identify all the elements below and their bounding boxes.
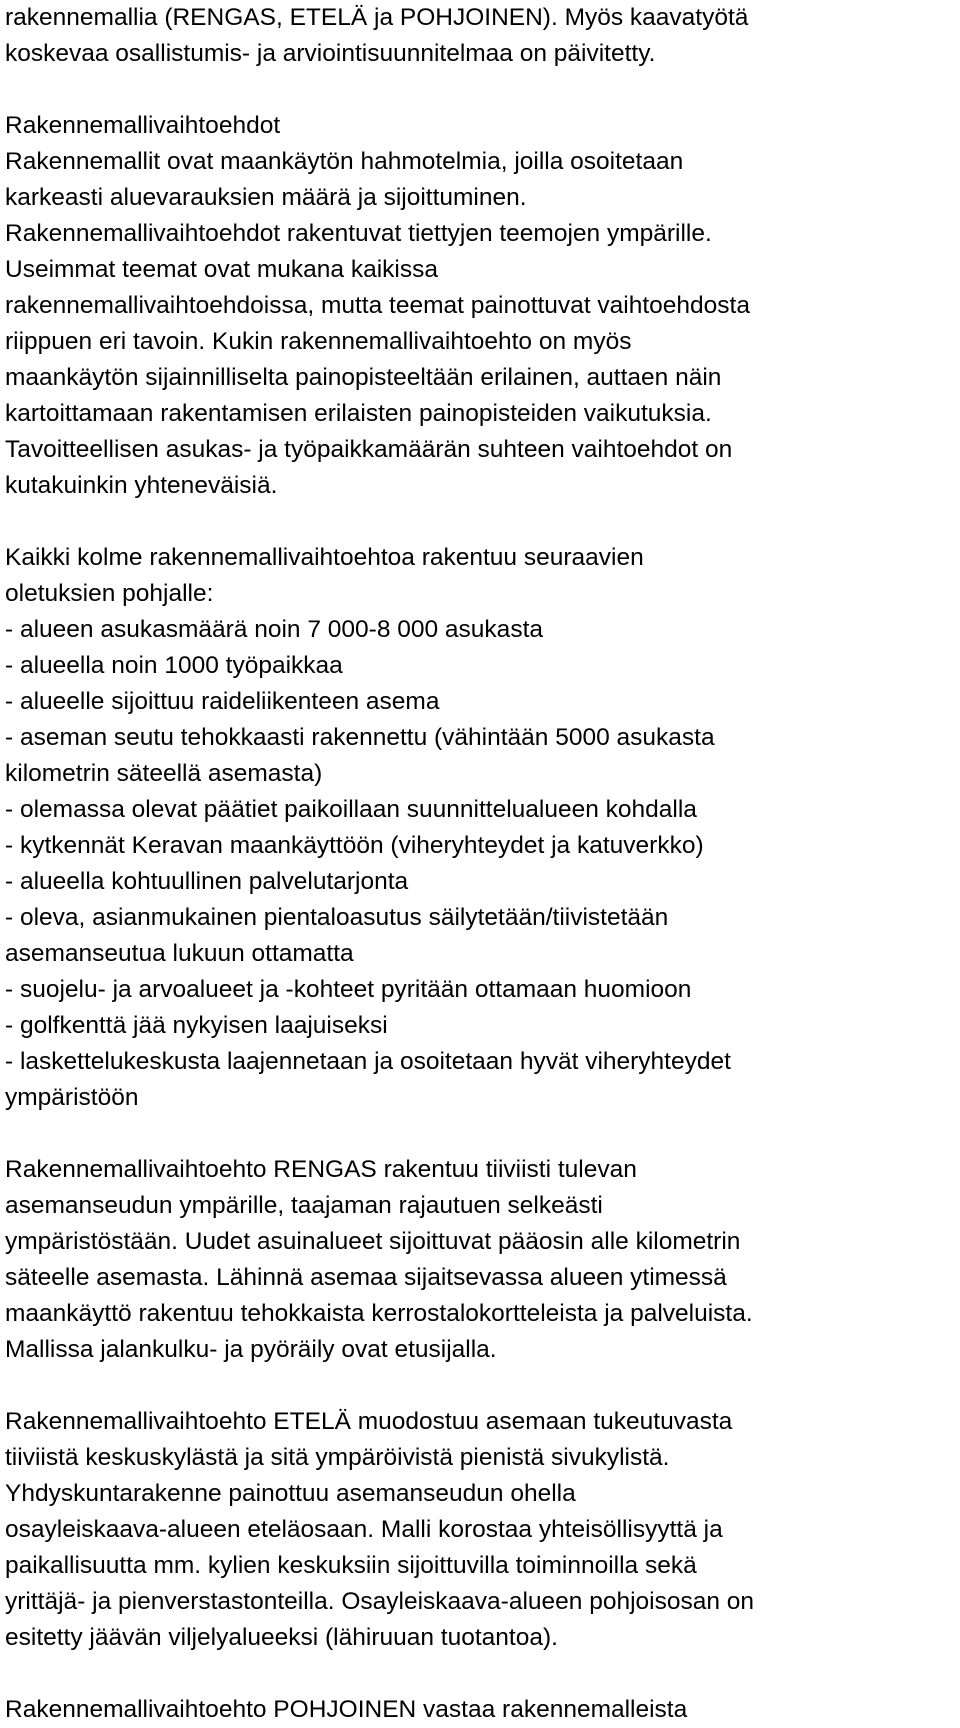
paragraph-pohjoinen <box>5 1692 955 1728</box>
list-item: - aseman seutu tehokkaasti rakennettu (vähintään 5000 asukasta <box>5 724 715 751</box>
text-line: Rakennemallivaihtoehto RENGAS rakentuu tiiviisti tulevan <box>5 1156 637 1183</box>
list-item-continuation: kilometrin säteellä asemasta) <box>5 760 323 787</box>
paragraph-oletukset <box>5 540 955 1116</box>
section-heading: Rakennemallivaihtoehdot <box>5 112 281 139</box>
paragraph-gap <box>5 1656 955 1692</box>
text-line: rakennemallia (RENGAS, ETELÄ ja POHJOINEN). Myös kaavatyötä <box>5 4 749 31</box>
list-item: - olemassa olevat päätiet paikoillaan suunnittelualueen kohdalla <box>5 796 697 823</box>
paragraph-gap <box>5 72 955 108</box>
list-item-continuation: asemanseutua lukuun ottamatta <box>5 940 354 967</box>
text-line: paikallisuutta mm. kylien keskuksiin sijoittuvilla toiminnoilla sekä <box>5 1552 697 1579</box>
paragraph-gap <box>5 1368 955 1404</box>
text-line: asemanseudun ympärille, taajaman rajautuen selkeästi <box>5 1192 603 1219</box>
list-item: - golfkenttä jää nykyisen laajuiseksi <box>5 1012 388 1039</box>
text-line: Rakennemallivaihtoehdot rakentuvat tiettyjen teemojen ympärille. <box>5 220 712 247</box>
text-line: kartoittamaan rakentamisen erilaisten painopisteiden vaikutuksia. <box>5 400 712 427</box>
text-line: yrittäjä- ja pienverstastonteilla. Osayleiskaava-alueen pohjoisosan on <box>5 1588 755 1615</box>
paragraph-etela <box>5 1404 955 1656</box>
text-line: esitetty jäävän viljelyalueeksi (lähiruuan tuotantoa). <box>5 1624 558 1651</box>
list-item: - laskettelukeskusta laajennetaan ja osoitetaan hyvät viheryhteydet <box>5 1048 731 1075</box>
text-line: oletuksien pohjalle: <box>5 580 214 607</box>
text-line: karkeasti aluevarauksien määrä ja sijoittuminen. <box>5 184 527 211</box>
list-item: - alueen asukasmäärä noin 7 000-8 000 asukasta <box>5 616 543 643</box>
text-line: Rakennemallivaihtoehto ETELÄ muodostuu asemaan tukeutuvasta <box>5 1408 733 1435</box>
text-line: Useimmat teemat ovat mukana kaikissa <box>5 256 438 283</box>
text-line: Kaikki kolme rakennemallivaihtoehtoa rakentuu seuraavien <box>5 544 644 571</box>
paragraph-gap <box>5 504 955 540</box>
document-page <box>5 0 955 1728</box>
text-line: osayleiskaava-alueen eteläosaan. Malli korostaa yhteisöllisyyttä ja <box>5 1516 723 1543</box>
text-line: Mallissa jalankulku- ja pyöräily ovat etusijalla. <box>5 1336 497 1363</box>
text-line: Rakennemallivaihtoehto POHJOINEN vastaa rakennemalleista <box>5 1696 688 1723</box>
text-line: säteelle asemasta. Lähinnä asemaa sijaitsevassa alueen ytimessä <box>5 1264 727 1291</box>
text-line: kutakuinkin yhteneväisiä. <box>5 472 278 499</box>
text-line: tiiviistä keskuskylästä ja sitä ympäröivistä pienistä sivukylistä. <box>5 1444 670 1471</box>
list-item: - alueella kohtuullinen palvelutarjonta <box>5 868 409 895</box>
paragraph-rengas <box>5 1152 955 1368</box>
list-item-continuation: ympäristöön <box>5 1084 139 1111</box>
text-line: Tavoitteellisen asukas- ja työpaikkamäärän suhteen vaihtoehdot on <box>5 436 733 463</box>
paragraph-rakennemallivaihtoehdot <box>5 108 955 504</box>
text-line: Rakennemallit ovat maankäytön hahmotelmia, joilla osoitetaan <box>5 148 684 175</box>
list-item: - suojelu- ja arvoalueet ja -kohteet pyritään ottamaan huomioon <box>5 976 692 1003</box>
list-item: - kytkennät Keravan maankäyttöön (viheryhteydet ja katuverkko) <box>5 832 704 859</box>
list-item: - alueella noin 1000 työpaikkaa <box>5 652 343 679</box>
text-line: ympäristöstään. Uudet asuinalueet sijoittuvat pääosin alle kilometrin <box>5 1228 741 1255</box>
paragraph-intro <box>5 0 955 72</box>
list-item: - oleva, asianmukainen pientaloasutus säilytetään/tiivistetään <box>5 904 669 931</box>
text-line: Yhdyskuntarakenne painottuu asemanseudun ohella <box>5 1480 576 1507</box>
list-item: - alueelle sijoittuu raideliikenteen asema <box>5 688 440 715</box>
text-line: riippuen eri tavoin. Kukin rakennemallivaihtoehto on myös <box>5 328 632 355</box>
text-line: maankäytön sijainnilliselta painopisteeltään erilainen, auttaen näin <box>5 364 722 391</box>
text-line: rakennemallivaihtoehdoissa, mutta teemat painottuvat vaihtoehdosta <box>5 292 750 319</box>
paragraph-gap <box>5 1116 955 1152</box>
text-line: koskevaa osallistumis- ja arviointisuunnitelmaa on päivitetty. <box>5 40 656 67</box>
text-line: maankäyttö rakentuu tehokkaista kerrostalokortteleista ja palveluista. <box>5 1300 753 1327</box>
